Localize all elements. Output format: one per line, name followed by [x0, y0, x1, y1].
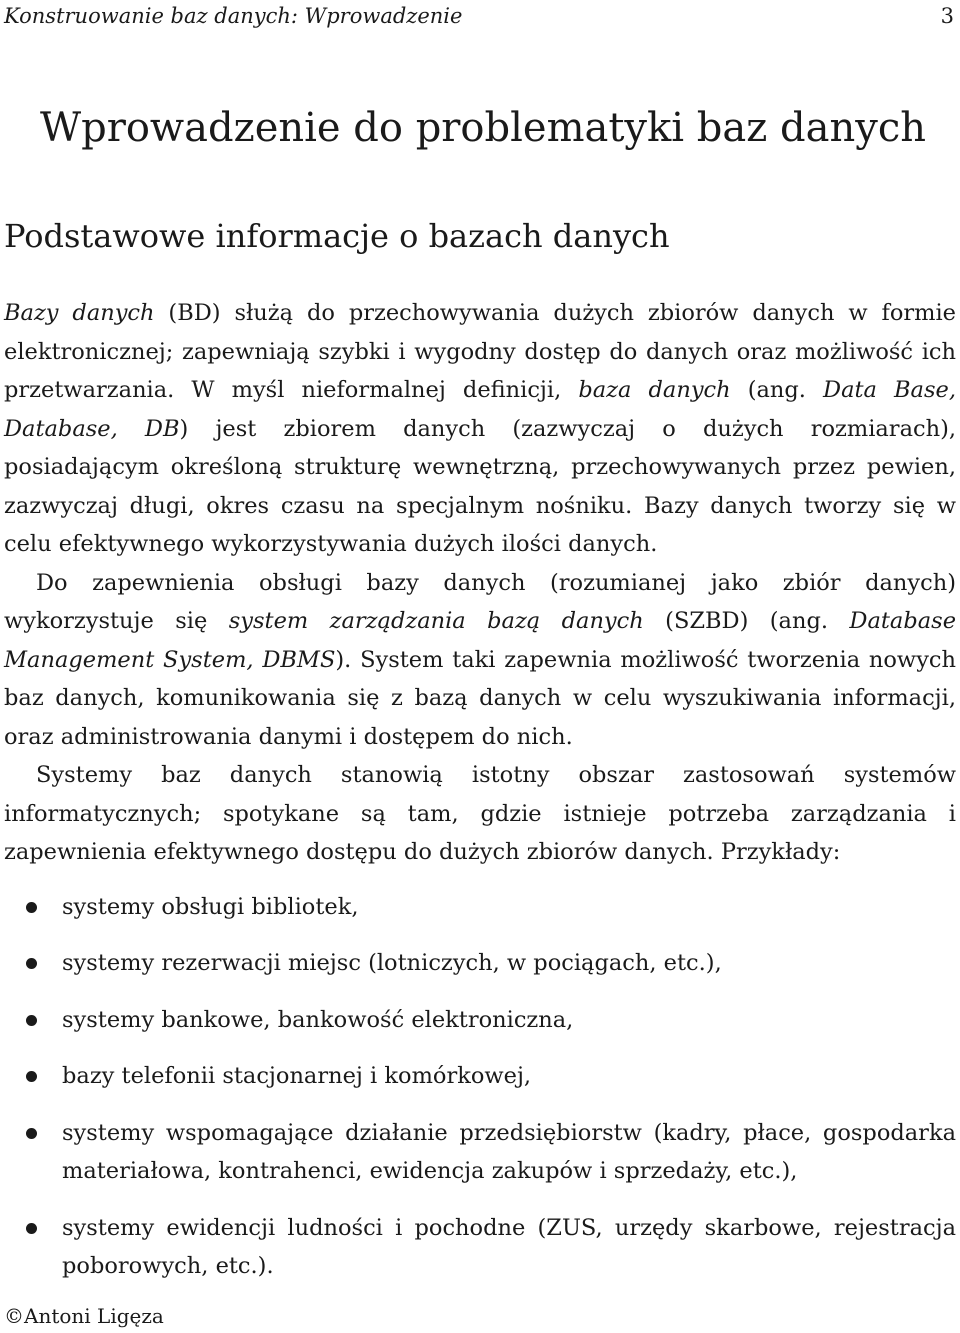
chapter-title: Wprowadzenie do problematyki baz danych	[40, 105, 926, 151]
paragraph-text: ) jest zbiorem danych (zazwyczaj o dużych rozmiarach), posiadającym określoną strukturę wewnętrzną, przechowywanych przez pewien, zazwyczaj długi, okres czasu na specjalnym nośniku. Bazy danych tworzy się w celu efektywnego wykorzystywania dużych ilości danych.	[4, 415, 957, 557]
bullet-icon	[26, 1223, 37, 1234]
paragraph-text: Do zapewnienia obsługi bazy danych (rozumianej jako zbiór danych) wykorzystuje się	[4, 569, 956, 634]
list-item-text: systemy wspomagające działanie przedsiębiorstw (kadry, płace, gospodarka materiałowa, kontrahenci, ewidencja zakupów i sprzedaży, etc.),	[62, 1119, 956, 1184]
section-title: Podstawowe informacje o bazach danych	[4, 217, 670, 255]
term-dbms-english: Database Management System, DBMS	[4, 608, 957, 673]
examples-list	[4, 888, 956, 1286]
bullet-icon	[26, 1015, 37, 1026]
list-item	[4, 1001, 956, 1040]
paragraph-definition	[4, 294, 956, 564]
list-item-text: systemy rezerwacji miejsc (lotniczych, w pociągach, etc.),	[62, 950, 722, 976]
paragraph-text: (ang.	[730, 377, 824, 403]
bullet-icon	[26, 958, 37, 969]
bullet-icon	[26, 902, 37, 913]
term-baza-danych: baza danych	[578, 377, 731, 403]
running-title: Konstruowanie baz danych: Wprowadzenie	[4, 4, 463, 28]
copyright-notice: ©Antoni Ligęza	[4, 1304, 164, 1328]
term-szbd: system zarządzania bazą danych	[228, 608, 644, 634]
list-item	[4, 1209, 956, 1286]
list-item-text: systemy obsługi bibliotek,	[62, 893, 359, 920]
paragraph-applications: Systemy baz danych stanowią istotny obszar zastosowań systemów informatycznych; spotykane są tam, gdzie istnieje potrzeba zarządzania i zapewnienia efektywnego dostępu do dużych zbiorów danych. Przykłady:	[4, 762, 956, 865]
list-item-text: bazy telefonii stacjonarnej i komórkowej,	[62, 1063, 532, 1089]
list-item	[4, 1114, 956, 1191]
term-bazy-danych: Bazy danych	[4, 300, 155, 326]
list-item	[4, 1057, 956, 1096]
paragraph-text: ). System taki zapewnia możliwość tworzenia nowych baz danych, komunikowania się z bazą danych w celu wyszukiwania informacji, oraz administrowania danymi i dostępem do nich.	[4, 646, 956, 750]
term-english: Data Base, Database, DB	[4, 377, 956, 442]
list-item-text: systemy ewidencji ludności i pochodne (ZUS, urzędy skarbowe, rejestracja poborowych, etc.).	[62, 1214, 956, 1279]
paragraph-text: (SZBD) (ang.	[643, 608, 850, 634]
paragraph-dbms	[4, 564, 956, 757]
bullet-icon	[26, 1071, 37, 1082]
paragraph-text: (BD) służą do przechowywania dużych zbiorów danych w formie elektronicznej; zapewniają szybki i wygodny dostęp do danych oraz możliwość ich przetwarzania. W myśl nieformalnej definicji,	[4, 300, 956, 403]
list-item-text: systemy bankowe, bankowość elektroniczna,	[62, 1006, 574, 1033]
bullet-icon	[26, 1128, 37, 1139]
page-number: 3	[940, 4, 954, 28]
body-text	[4, 294, 956, 1304]
list-item	[4, 888, 956, 927]
list-item	[4, 944, 956, 983]
running-header	[4, 2, 954, 30]
